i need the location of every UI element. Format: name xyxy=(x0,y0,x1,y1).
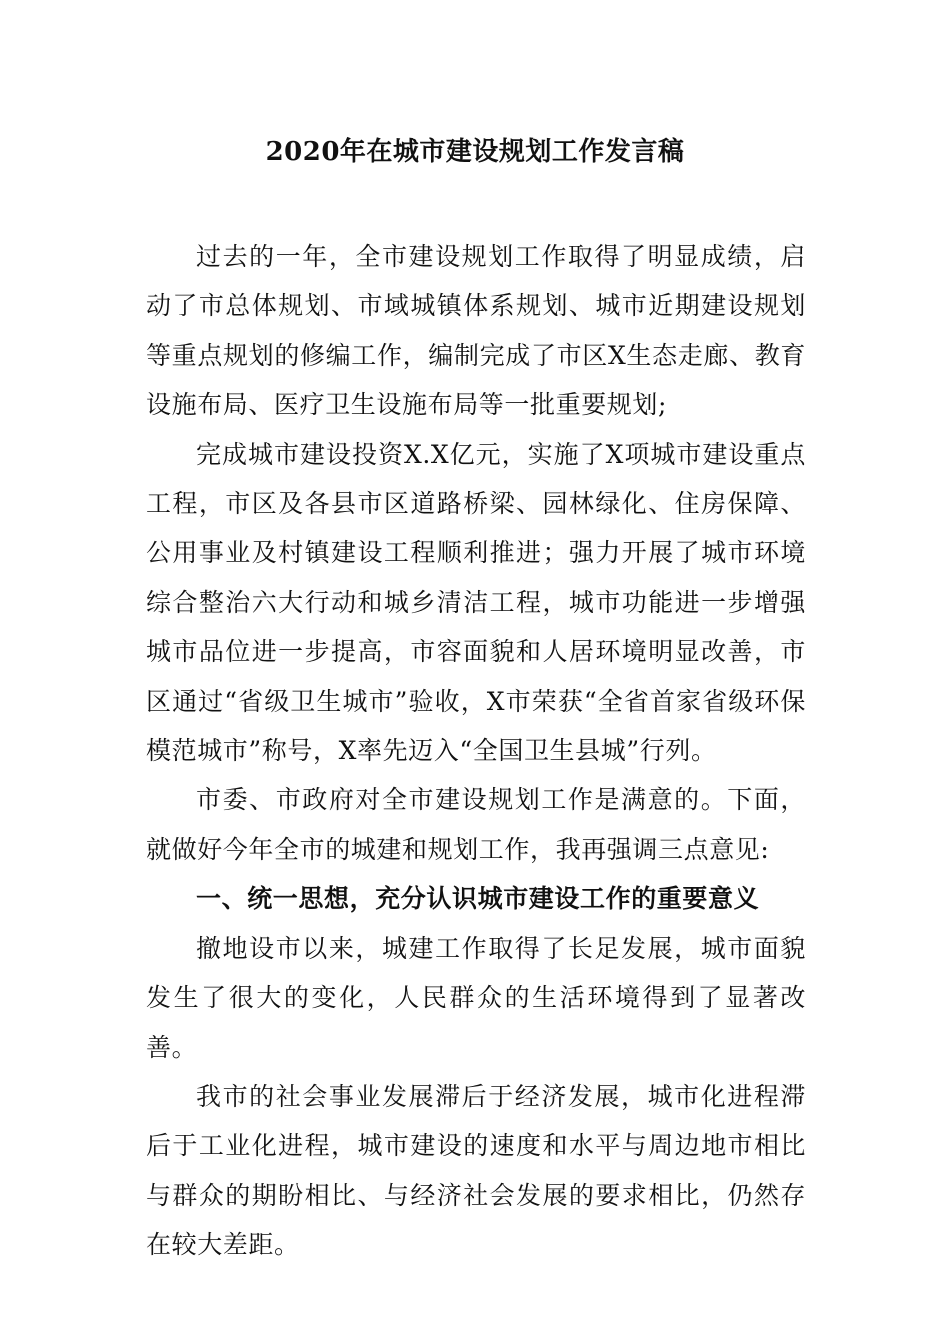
paragraph: 我市的社会事业发展滞后于经济发展，城市化进程滞后于工业化进程，城市建设的速度和水平与周边地市相比与群众的期盼相比、与经济社会发展的要求相比，仍然存在较大差距。 xyxy=(146,1081,806,1260)
section-heading: 一、统一思想，充分认识城市建设工作的重要意义 xyxy=(196,884,760,914)
document-body xyxy=(146,232,806,1270)
document-title: 2020年在城市建设规划工作发言稿 xyxy=(265,137,685,167)
paragraph: 完成城市建设投资X.X亿元，实施了X项城市建设重点工程，市区及各县市区道路桥梁、园林绿化、住房保障、公用事业及村镇建设工程顺利推进；强力开展了城市环境综合整治六大行动和城乡清洁工程，城市功能进一步增强城市品位进一步提高，市容面貌和人居环境明显改善，市区通过“省级卫生城市”验收，X市荣获“全省首家省级环保模范城市”称号，X率先迈入“全国卫生县城”行列。 xyxy=(146,439,806,766)
paragraph: 撤地设市以来，城建工作取得了长足发展，城市面貌发生了很大的变化，人民群众的生活环境得到了显著改善。 xyxy=(146,933,806,1062)
paragraph: 市委、市政府对全市建设规划工作是满意的。下面，就做好今年全市的城建和规划工作，我再强调三点意见: xyxy=(146,785,806,864)
paragraph: 过去的一年，全市建设规划工作取得了明显成绩，启动了市总体规划、市域城镇体系规划、城市近期建设规划等重点规划的修编工作，编制完成了市区X生态走廊、教育设施布局、医疗卫生设施布局等一批重要规划; xyxy=(146,242,806,420)
